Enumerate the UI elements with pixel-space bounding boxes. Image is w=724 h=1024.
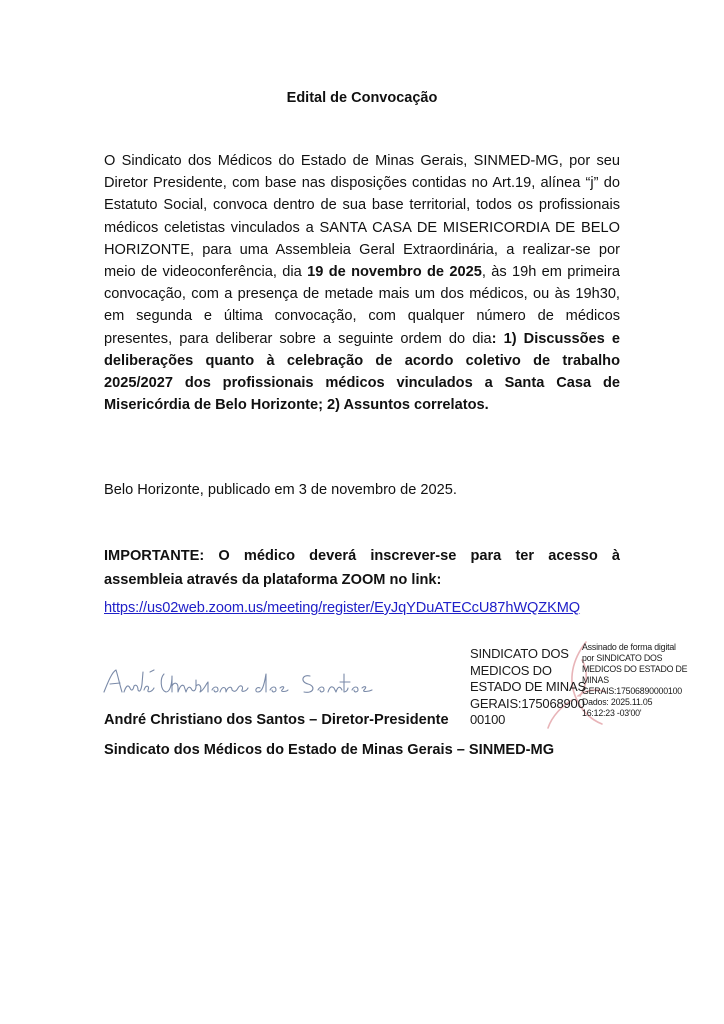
handwritten-signature: [100, 664, 380, 698]
signature-detail-line: GERAIS:17506890000100: [582, 686, 682, 696]
signature-stroke: [161, 674, 248, 692]
paragraph-text-intro: O Sindicato dos Médicos do Estado de Minas Gerais, SINMED-MG, por seu Diretor Presidente, com base nas disposições contidas no Art.19, alínea “j” do Estatuto Social, convoca dentro de sua base territorial, todos os profissionais médicos celetistas vinculados a SANTA CASA DE MISERICORDIA DE BELO HORIZONTE, para uma Assembleia Geral Extraordinária, a realizar-se por meio de videoconferência, dia: [104, 153, 620, 281]
signer-name: André Christiano dos Santos – Diretor-Presidente: [104, 712, 449, 728]
signature-detail-line: por SINDICATO DOS: [582, 653, 663, 663]
signature-date-line: Dados: 2025.11.05: [582, 697, 653, 707]
signer-organization: Sindicato dos Médicos do Estado de Minas Gerais – SINMED-MG: [104, 742, 555, 758]
digital-signature-details: [582, 642, 712, 719]
agenda-text: : 1) Discussões e deliberações quanto à celebração de acordo coletivo de trabalho 2025/2027 dos profissionais médicos vinculados a Santa Casa de Misericórdia de Belo Horizonte; 2) Assuntos correlatos.: [104, 330, 620, 414]
signature-detail-line: MEDICOS DO ESTADO DE: [582, 664, 688, 674]
signer-line: 00100: [470, 712, 506, 727]
paragraph-text-details: , às 19h em primeira convocação, com a presença de metade mais um dos médicos, ou às 19h30, em segunda e última convocação, com qualquer número de médicos presentes, para deliberar sobre a seguinte ordem do dia: [104, 264, 620, 347]
signature-time-line: 16:12:23 -03'00': [582, 708, 642, 718]
signer-line: SINDICATO DOS: [470, 646, 569, 661]
signature-stroke: [303, 674, 372, 692]
zoom-registration-link[interactable]: https://us02web.zoom.us/meeting/register/EyJqYDuATECcU87hWQZKMQ: [104, 600, 581, 616]
signature-detail-line: MINAS: [582, 675, 609, 685]
place-and-date: Belo Horizonte, publicado em 3 de novembro de 2025.: [104, 482, 457, 498]
signature-stroke: [256, 674, 288, 692]
signer-line: ESTADO DE MINAS: [470, 679, 586, 694]
meeting-date: 19 de novembro de 2025: [307, 264, 482, 281]
digital-signature-block: [470, 640, 710, 730]
signer-line: MEDICOS DO: [470, 662, 552, 678]
signature-stroke: [104, 670, 154, 692]
important-notice: IMPORTANTE: O médico deverá inscrever-se para ter acesso à assembleia através da plataforma ZOOM no link:: [104, 548, 620, 588]
signer-line: GERAIS:175068900: [470, 695, 585, 711]
digital-signature-signer: [470, 646, 590, 729]
document-title: Edital de Convocação: [286, 90, 438, 106]
signature-detail-line: Assinado de forma digital: [582, 642, 676, 652]
convocation-paragraph: [104, 150, 620, 416]
